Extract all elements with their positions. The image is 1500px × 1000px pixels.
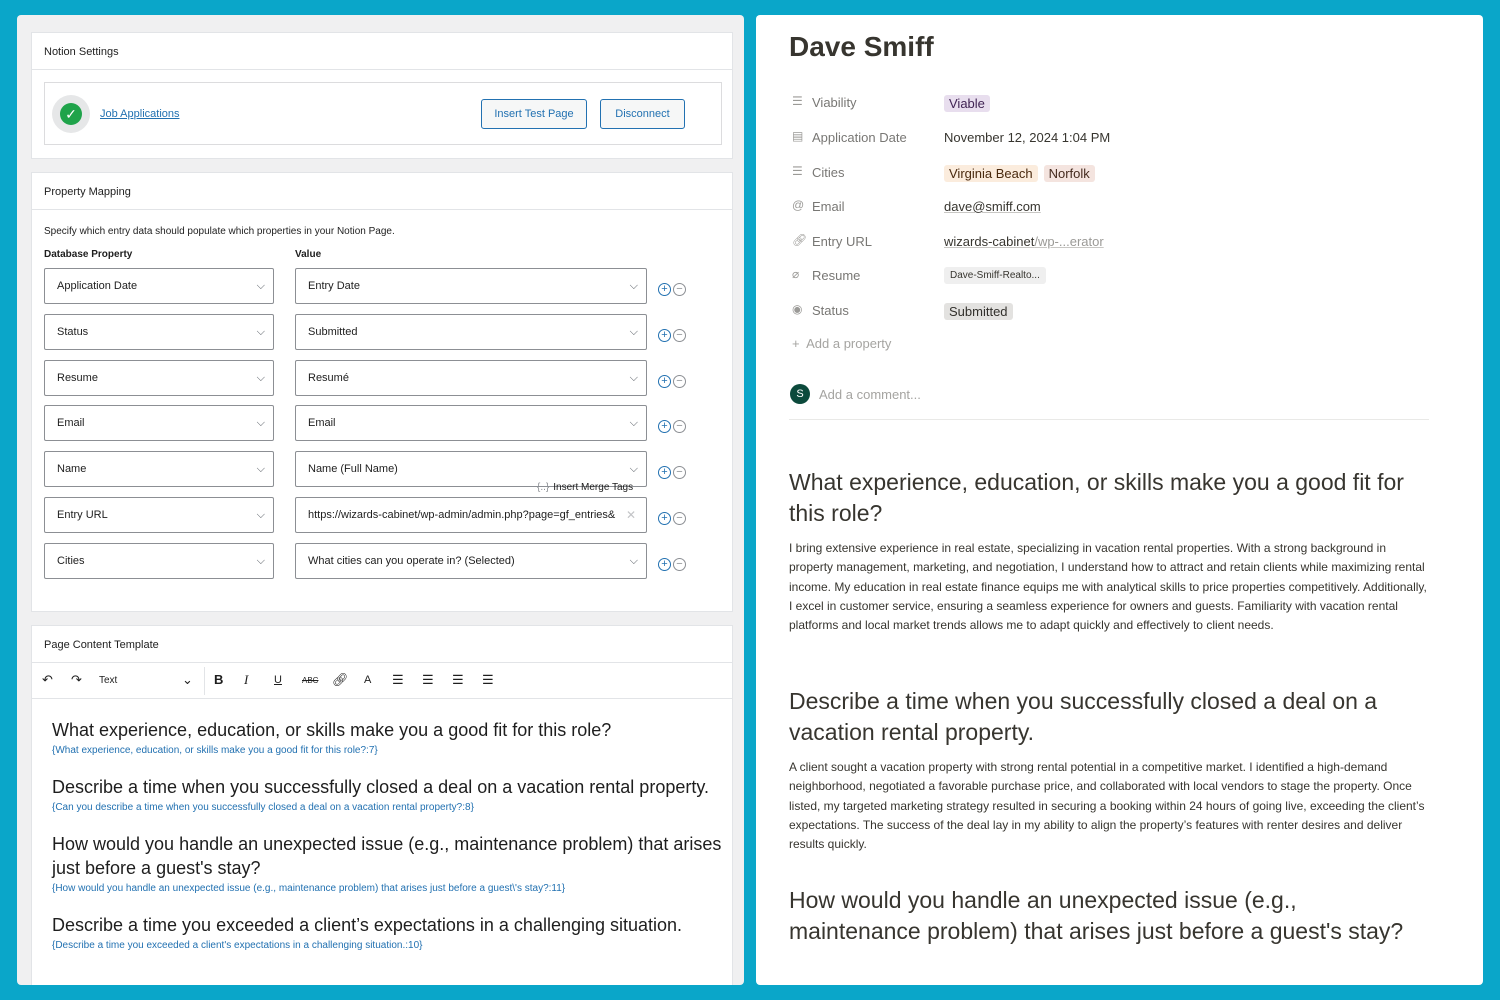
- value-select[interactable]: [295, 268, 647, 304]
- db-property-select[interactable]: [44, 314, 274, 350]
- redo-icon[interactable]: ↷: [71, 672, 82, 687]
- select-value: Name (Full Name): [308, 463, 398, 475]
- chevron-down-icon: ⌵: [629, 326, 638, 338]
- db-property-select[interactable]: [44, 543, 274, 579]
- input-value: https://wizards-cabinet/wp-admin/admin.php?page=gf_entries&: [308, 509, 616, 521]
- list-icon: ☰: [792, 94, 803, 108]
- notion-page-panel: [756, 15, 1483, 985]
- add-row-icon[interactable]: +: [658, 329, 671, 342]
- property-application-date[interactable]: [792, 128, 1442, 148]
- property-label: Application Date: [812, 130, 907, 145]
- property-label: Status: [812, 303, 849, 318]
- merge-tag: {What experience, education, or skills make you a good fit for this role?:7}: [52, 745, 378, 756]
- remove-row-icon[interactable]: −: [673, 420, 686, 433]
- undo-icon[interactable]: ↶: [42, 672, 53, 687]
- section-answer: A client sought a vacation property with strong rental potential in a competitive market. I identified a high-demand neighborhood, negotiated a favorable purchase price, and collaborated with local vendors to stage the property. Once listed, my targeted marketing strategy resulted in securing a booking within 24 hours of going live, exceeding the client’s expectations. The success of the deal lay in my ability to align the property’s features with renter desires and deliver results quickly.: [789, 760, 1425, 852]
- check-icon: ✓: [60, 103, 82, 125]
- chevron-down-icon: ⌵: [629, 372, 638, 384]
- chevron-down-icon: ⌵: [256, 463, 265, 475]
- status-tag: Submitted: [944, 303, 1013, 320]
- calendar-icon: ▤: [792, 129, 804, 143]
- select-value: Status: [57, 326, 89, 338]
- remove-row-icon[interactable]: −: [673, 512, 686, 525]
- select-value: Name: [57, 463, 87, 475]
- disconnect-button[interactable]: Disconnect: [600, 99, 685, 129]
- row-add-remove: [658, 325, 690, 339]
- remove-row-icon[interactable]: −: [673, 329, 686, 342]
- underline-icon[interactable]: U: [274, 674, 282, 686]
- select-value: Submitted: [308, 326, 358, 338]
- comment-input[interactable]: Add a comment...: [819, 387, 921, 402]
- add-row-icon[interactable]: +: [658, 512, 671, 525]
- property-mapping-box: [31, 172, 733, 612]
- value-select[interactable]: [295, 314, 647, 350]
- remove-row-icon[interactable]: −: [673, 283, 686, 296]
- template-question: How would you handle an unexpected issue (e.g., maintenance problem) that arises just before a guest's stay?: [52, 834, 722, 878]
- justify-icon[interactable]: ☰: [482, 672, 494, 687]
- gravity-forms-notion-feed-panel: [17, 15, 744, 985]
- property-label: Viability: [812, 95, 857, 110]
- avatar: S: [790, 384, 810, 404]
- property-label: Email: [812, 199, 845, 214]
- row-add-remove: [658, 508, 690, 522]
- property-status[interactable]: [792, 301, 1442, 321]
- section-heading: How would you handle an unexpected issue (e.g., maintenance problem) that arises just before a guest's stay?: [789, 887, 1404, 944]
- select-value: Resumé: [308, 372, 349, 384]
- remove-row-icon[interactable]: −: [673, 558, 686, 571]
- select-value: Application Date: [57, 280, 138, 292]
- page-title[interactable]: Dave Smiff: [789, 31, 934, 62]
- notion-connection-row: [44, 82, 722, 145]
- merge-tag: {Describe a time you exceeded a client's expectations in a challenging situation.:10}: [52, 940, 423, 951]
- at-icon: @: [792, 198, 805, 212]
- merge-tag: {How would you handle an unexpected issue (e.g., maintenance problem) that arises just before a guest\'s stay?:11}: [52, 883, 566, 894]
- chevron-down-icon: ⌵: [256, 509, 265, 521]
- property-value: [944, 266, 1046, 284]
- status-icon: ◉: [792, 302, 803, 316]
- template-editor-content[interactable]: [52, 718, 722, 970]
- property-mapping-title: Property Mapping: [32, 173, 732, 210]
- select-value: Email: [57, 417, 85, 429]
- insert-merge-tags-button[interactable]: [537, 482, 633, 493]
- section-heading: Describe a time when you successfully closed a deal on a vacation rental property.: [789, 688, 1378, 745]
- property-value: [944, 165, 1101, 182]
- db-property-select[interactable]: [44, 360, 274, 396]
- merge-tag: {Can you describe a time when you successfully closed a deal on a vacation rental property?:8}: [52, 802, 474, 813]
- link-icon[interactable]: 🔗︎: [332, 672, 349, 687]
- template-question: Describe a time when you successfully closed a deal on a vacation rental property.: [52, 777, 710, 797]
- row-add-remove: [658, 554, 690, 568]
- property-viability[interactable]: [792, 93, 1442, 113]
- notion-settings-box: [31, 32, 733, 159]
- select-value: Entry Date: [308, 280, 360, 292]
- database-link[interactable]: Job Applications: [100, 108, 180, 120]
- property-label: Cities: [812, 165, 845, 180]
- url-main: wizards-cabinet: [944, 234, 1035, 249]
- value-select[interactable]: [295, 360, 647, 396]
- select-value: Email: [308, 417, 336, 429]
- chevron-down-icon: ⌵: [256, 555, 265, 567]
- chevron-down-icon: ⌵: [256, 417, 265, 429]
- add-property-label: Add a property: [806, 336, 892, 351]
- toolbar-divider: [204, 667, 205, 695]
- comment-row: [789, 384, 1429, 420]
- chevron-down-icon: ⌵: [256, 326, 265, 338]
- property-value: [944, 95, 996, 112]
- row-add-remove: [658, 279, 690, 293]
- select-value: What cities can you operate in? (Selected): [308, 555, 515, 567]
- italic-icon[interactable]: I: [244, 672, 249, 687]
- add-row-icon[interactable]: +: [658, 420, 671, 433]
- add-row-icon[interactable]: +: [658, 558, 671, 571]
- align-center-icon[interactable]: ☰: [422, 672, 434, 687]
- connection-status: [52, 95, 90, 133]
- list-icon: ☰: [792, 164, 803, 178]
- property-cities[interactable]: [792, 163, 1442, 183]
- select-value: Cities: [57, 555, 85, 567]
- chevron-down-icon: ⌵: [256, 372, 265, 384]
- property-value: November 12, 2024 1:04 PM: [944, 130, 1111, 145]
- merge-tags-icon: {..}: [537, 482, 550, 493]
- property-mapping-description: Specify which entry data should populate which properties in your Notion Page.: [44, 226, 395, 237]
- value-select[interactable]: [295, 543, 647, 579]
- plus-icon: +: [792, 336, 807, 351]
- db-property-select[interactable]: [44, 268, 274, 304]
- db-property-select[interactable]: [44, 451, 274, 487]
- property-email[interactable]: [792, 197, 1442, 217]
- notion-settings-title: Notion Settings: [32, 33, 732, 70]
- link-icon: 🔗︎: [792, 233, 808, 247]
- chevron-down-icon: ⌵: [256, 280, 265, 292]
- file-chip[interactable]: Dave-Smiff-Realto...: [944, 267, 1046, 284]
- db-property-select[interactable]: [44, 497, 274, 533]
- template-question: Describe a time you exceeded a client’s expectations in a challenging situation.: [52, 915, 683, 935]
- template-question: What experience, education, or skills make you a good fit for this role?: [52, 720, 612, 740]
- url-link[interactable]: [944, 234, 1104, 249]
- chevron-down-icon: ⌵: [629, 555, 638, 567]
- multi-select-tag: Virginia Beach: [944, 165, 1038, 182]
- row-add-remove: [658, 416, 690, 430]
- chevron-down-icon[interactable]: ⌄: [182, 672, 193, 687]
- remove-row-icon[interactable]: −: [673, 466, 686, 479]
- db-property-select[interactable]: [44, 405, 274, 441]
- chevron-down-icon: ⌵: [629, 463, 638, 475]
- align-right-icon[interactable]: ☰: [452, 672, 464, 687]
- chevron-down-icon: ⌵: [629, 280, 638, 292]
- value-select[interactable]: [295, 405, 647, 441]
- select-value: Entry URL: [57, 509, 108, 521]
- property-resume[interactable]: [792, 266, 1442, 286]
- add-row-icon[interactable]: +: [658, 466, 671, 479]
- clear-icon[interactable]: ✕: [625, 508, 636, 522]
- property-entry-url[interactable]: [792, 232, 1442, 252]
- multi-select-tag: Norfolk: [1044, 165, 1095, 182]
- property-label: Entry URL: [812, 234, 872, 249]
- merge-tags-label: Insert Merge Tags: [553, 482, 634, 493]
- page-content-template-box: [31, 625, 733, 985]
- chevron-down-icon: ⌵: [629, 417, 638, 429]
- row-add-remove: [658, 462, 690, 476]
- add-property-button[interactable]: [792, 336, 891, 351]
- property-label: Resume: [812, 268, 861, 283]
- row-add-remove: [658, 371, 690, 385]
- email-link[interactable]: dave@smiff.com: [944, 199, 1041, 214]
- align-left-icon[interactable]: ☰: [392, 672, 404, 687]
- insert-test-page-button[interactable]: Insert Test Page: [481, 99, 587, 129]
- value-header: Value: [295, 249, 322, 260]
- section-answer: I bring extensive experience in real estate, specializing in vacation rental properties. With a strong background in property management, marketing, and negotiation, I understand how to attract and retain clients while maximizing rental income. My education in real estate finance equips me with analytical skills to price properties competitively. Additionally, I excel in customer service, ensuring a seamless experience for owners and guests. Familiarity with vacation rental platforms and local market trends allows me to adapt quickly and effectively to client needs.: [789, 541, 1427, 633]
- property-value: [944, 303, 1019, 320]
- text-color-icon[interactable]: A: [364, 674, 372, 686]
- paperclip-icon: ⌀: [792, 267, 800, 281]
- bold-icon[interactable]: B: [214, 672, 224, 687]
- editor-toolbar: [32, 663, 732, 699]
- section-heading: What experience, education, or skills make you a good fit for this role?: [789, 469, 1404, 526]
- database-property-header: Database Property: [44, 249, 133, 260]
- add-row-icon[interactable]: +: [658, 375, 671, 388]
- select-value: Resume: [57, 372, 98, 384]
- url-rest: /wp-...erator: [1034, 234, 1104, 249]
- add-row-icon[interactable]: +: [658, 283, 671, 296]
- block-format-select[interactable]: Text: [99, 675, 118, 686]
- remove-row-icon[interactable]: −: [673, 375, 686, 388]
- select-tag: Viable: [944, 95, 990, 112]
- page-content-template-title: Page Content Template: [32, 626, 732, 663]
- strikethrough-icon[interactable]: ABC: [302, 676, 319, 685]
- entry-url-input[interactable]: [295, 497, 647, 533]
